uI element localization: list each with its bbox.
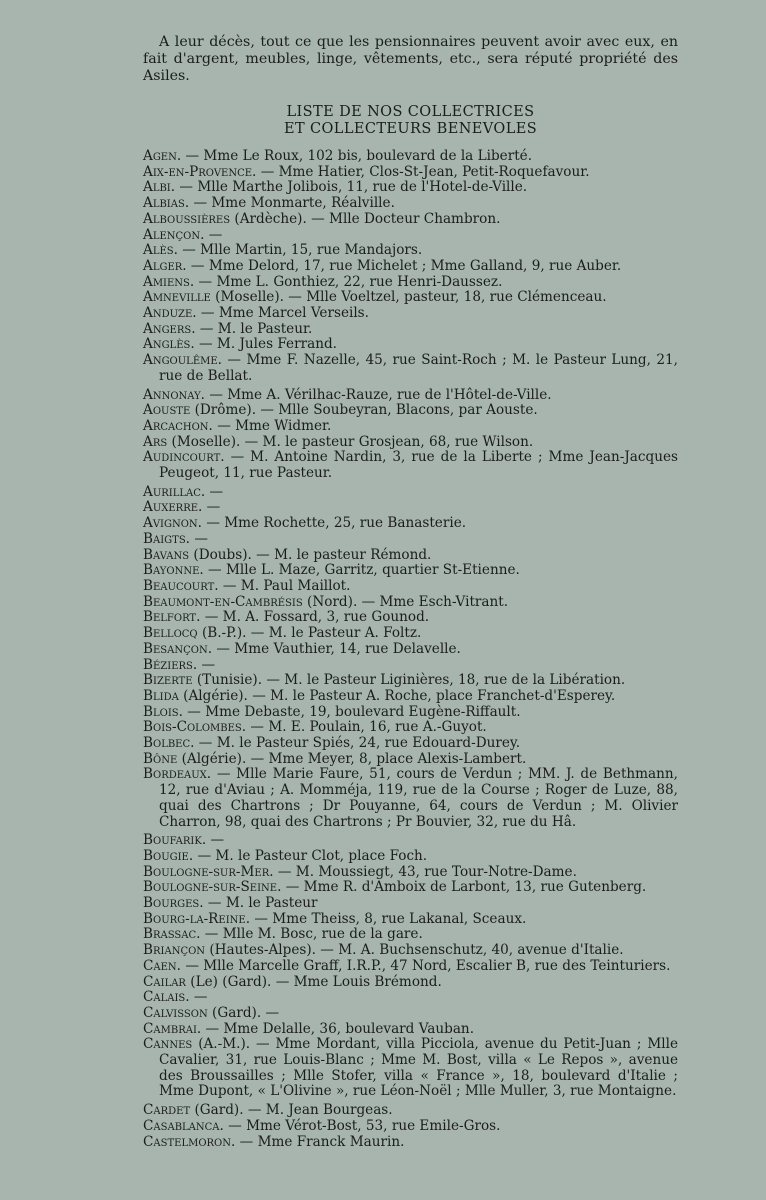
entry-city: Aix-en-Provence. bbox=[143, 163, 257, 180]
entry-text: (B.-P.). — M. le Pasteur A. Foltz. bbox=[197, 625, 422, 642]
list-entry bbox=[143, 322, 678, 338]
entry-text: — bbox=[205, 483, 224, 500]
heading-line-2: ET COLLECTEURS BENEVOLES bbox=[283, 121, 538, 137]
entry-text: (Ardèche). — Mlle Docteur Chambron. bbox=[230, 210, 501, 227]
list-entry bbox=[143, 149, 678, 165]
entry-text: — Mme Marcel Verseils. bbox=[196, 305, 369, 322]
entry-city: Blois. bbox=[143, 703, 183, 720]
entry-text: — Mme Debaste, 19, boulevard Eugène-Riffault. bbox=[182, 703, 521, 720]
entry-city: Aurillac. bbox=[143, 483, 206, 500]
list-entry bbox=[143, 243, 678, 259]
entry-text: — Mme Theiss, 8, rue Lakanal, Sceaux. bbox=[250, 910, 527, 927]
entry-text: — M. le Pasteur Spiés, 24, rue Edouard-Durey. bbox=[194, 735, 521, 752]
entry-text: — Mlle L. Maze, Garritz, quartier St-Etienne. bbox=[203, 562, 520, 579]
entry-text: — Mme Monmarte, Réalville. bbox=[189, 195, 395, 212]
entry-text: — bbox=[197, 656, 216, 673]
list-entry bbox=[143, 912, 678, 928]
entry-text: (Moselle). — Mlle Voeltzel, pasteur, 18, rue Clémenceau. bbox=[210, 289, 607, 306]
list-entry bbox=[143, 196, 678, 212]
entry-text: — Mlle Marcelle Graff, I.R.P., 47 Nord, Escalier B, rue des Teinturiers. bbox=[181, 957, 671, 974]
entry-text: — Mme Rochette, 25, rue Banasterie. bbox=[202, 515, 467, 532]
entry-text: — Mme F. Nazelle, 45, rue Saint-Roch ; M. le Pasteur Lung, 21, rue de Bellat. bbox=[159, 352, 678, 384]
entry-text: — Mme A. Vérilhac-Rauze, rue de l'Hôtel-de-Ville. bbox=[205, 386, 552, 403]
entry-text: — M. Paul Maillot. bbox=[218, 577, 351, 594]
list-entry bbox=[143, 275, 678, 291]
list-entry bbox=[143, 1006, 678, 1022]
list-entry bbox=[143, 943, 678, 959]
entry-city: Briançon bbox=[143, 942, 206, 959]
list-entry bbox=[143, 767, 678, 830]
list-entry bbox=[143, 975, 678, 991]
heading-line-1: LISTE DE NOS COLLECTRICES bbox=[286, 104, 535, 120]
entry-text: — bbox=[190, 530, 208, 547]
entry-text: — Mme Delord, 17, rue Michelet ; Mme Galland, 9, rue Auber. bbox=[186, 257, 622, 274]
entry-text: — Mlle Marie Faure, 51, cours de Verdun ; MM. J. de Bethmann, 12, rue d'Aviau ; A. Momméja, 119, rue de la Course ; Roger de Luze, 88, quai des Chartrons ; Dr Pouyanne, 64, cours de Verdun ; M. Olivier Charron, 98, quai des Chartrons ; Pr Bouvier, 32, rue du Hâ. bbox=[159, 766, 678, 830]
list-entry bbox=[143, 403, 678, 419]
collector-list bbox=[143, 149, 678, 1150]
list-entry bbox=[143, 673, 678, 689]
entry-text: — M. Antoine Nardin, 3, rue de la Liberte ; Mme Jean-Jacques Peugeot, 11, rue Pasteur. bbox=[159, 449, 678, 482]
intro-paragraph: A leur décès, tout ce que les pensionnaires peuvent avoir avec eux, en fait d'argent, meubles, linge, vêtements, etc., sera réputé propriété des Asiles. bbox=[143, 34, 678, 84]
list-entry bbox=[143, 752, 678, 768]
list-entry bbox=[143, 500, 678, 516]
list-entry bbox=[143, 306, 678, 322]
list-entry bbox=[143, 450, 678, 481]
entry-city: Ars bbox=[143, 433, 168, 450]
list-entry bbox=[143, 1037, 678, 1100]
list-entry bbox=[143, 563, 678, 579]
list-entry bbox=[143, 849, 678, 865]
list-entry bbox=[143, 736, 678, 752]
entry-text: (Gard). — bbox=[207, 1004, 280, 1021]
entry-text: — M. le Pasteur bbox=[203, 895, 318, 912]
list-entry bbox=[143, 990, 678, 1006]
entry-text: (Le) (Gard). — Mme Louis Brémond. bbox=[185, 973, 442, 990]
list-entry bbox=[143, 532, 678, 548]
entry-city: Casablanca. bbox=[143, 1117, 224, 1134]
entry-text: (A.-M.). — Mme Mordant, villa Picciola, avenue du Petit-Juan ; Mlle Cavalier, 31, rue Louis-Blanc ; Mme M. Bost, villa « Le Repos », avenue des Broussailles ; Mlle Stofer, villa « France », 18, boulevard d'Italie ; Mme Dupont, « L'Olivine », rue Léon-Noël ; Mlle Muller, 3, rue Montaigne. bbox=[159, 1036, 678, 1100]
entry-city: Bavans bbox=[143, 546, 190, 563]
entry-city: Bône bbox=[143, 750, 178, 767]
entry-text: — M. Moussiegt, 43, rue Tour-Notre-Dame. bbox=[273, 863, 577, 880]
list-entry bbox=[143, 658, 678, 674]
entry-city: Boulogne-sur-Mer. bbox=[143, 863, 274, 880]
list-entry bbox=[143, 180, 678, 196]
entry-text: — bbox=[189, 989, 208, 1006]
list-entry bbox=[143, 880, 678, 896]
entry-text: (Nord). — Mme Esch-Vitrant. bbox=[302, 593, 509, 610]
entry-city: Cailar bbox=[143, 973, 186, 990]
entry-city: Belfort. bbox=[143, 609, 201, 626]
list-entry bbox=[143, 595, 678, 611]
list-entry bbox=[143, 1022, 678, 1038]
list-entry bbox=[143, 165, 678, 181]
entry-city: Albi. bbox=[143, 179, 176, 196]
entry-city: Audincourt. bbox=[143, 449, 225, 466]
list-entry bbox=[143, 1119, 678, 1135]
entry-text: (Doubs). — M. le pasteur Rémond. bbox=[189, 546, 432, 563]
list-entry bbox=[143, 388, 678, 404]
entry-text: — Mme Vauthier, 14, rue Delavelle. bbox=[212, 640, 461, 657]
entry-city: Brassac. bbox=[143, 926, 201, 943]
entry-city: Boulogne-sur-Seine. bbox=[143, 879, 282, 896]
entry-text: (Moselle). — M. le pasteur Grosjean, 68, rue Wilson. bbox=[167, 433, 534, 450]
entry-city: Bizerte bbox=[143, 672, 193, 689]
entry-city: Annonay. bbox=[143, 386, 206, 403]
entry-text: — M. le Pasteur Clot, place Foch. bbox=[193, 847, 428, 864]
entry-text: (Gard). — M. Jean Bourgeas. bbox=[190, 1102, 393, 1119]
entry-text: — M. le Pasteur. bbox=[195, 320, 313, 337]
entry-city: Auxerre. bbox=[143, 499, 203, 516]
entry-city: Aouste bbox=[143, 402, 191, 419]
entry-city: Béziers. bbox=[143, 656, 198, 673]
entry-text: — Mme R. d'Amboix de Larbont, 13, rue Gutenberg. bbox=[281, 879, 647, 896]
entry-text: (Algérie). — M. le Pasteur A. Roche, place Franchet-d'Esperey. bbox=[178, 687, 616, 704]
entry-text: — M. E. Poulain, 16, rue A.-Guyot. bbox=[246, 719, 487, 736]
list-entry bbox=[143, 927, 678, 943]
entry-text: — Mme Hatier, Clos-St-Jean, Petit-Roquefavour. bbox=[256, 163, 590, 180]
list-entry bbox=[143, 579, 678, 595]
list-entry bbox=[143, 642, 678, 658]
entry-city: Beaumont-en-Cambrésis bbox=[143, 593, 303, 610]
entry-city: Bourges. bbox=[143, 895, 204, 912]
list-entry bbox=[143, 896, 678, 912]
entry-city: Arcachon. bbox=[143, 417, 213, 434]
list-entry bbox=[143, 720, 678, 736]
list-entry bbox=[143, 259, 678, 275]
entry-text: — bbox=[202, 499, 221, 516]
entry-text: — Mme Vérot-Bost, 53, rue Emile-Gros. bbox=[223, 1117, 501, 1134]
list-entry bbox=[143, 435, 678, 451]
list-entry bbox=[143, 419, 678, 435]
entry-city: Calais. bbox=[143, 989, 190, 1006]
list-entry bbox=[143, 705, 678, 721]
entry-text: — Mme Le Roux, 102 bis, boulevard de la Liberté. bbox=[181, 148, 533, 164]
entry-city: Angoulême. bbox=[143, 352, 222, 369]
entry-city: Bougie. bbox=[143, 847, 194, 864]
entry-text: — Mlle M. Bosc, rue de la gare. bbox=[200, 926, 423, 943]
entry-text: — Mme L. Gonthiez, 22, rue Henri-Daussez. bbox=[194, 273, 503, 290]
entry-city: Alboussières bbox=[143, 210, 231, 227]
entry-city: Angers. bbox=[143, 320, 196, 337]
entry-text: — M. A. Fossard, 3, rue Gounod. bbox=[200, 609, 430, 626]
list-entry bbox=[143, 548, 678, 564]
list-entry bbox=[143, 228, 678, 244]
entry-city: Blida bbox=[143, 687, 179, 704]
entry-city: Calvisson bbox=[143, 1004, 208, 1021]
entry-city: Alès. bbox=[143, 242, 178, 259]
entry-city: Bourg-la-Reine. bbox=[143, 910, 251, 927]
entry-text: (Drôme). — Mlle Soubeyran, Blacons, par Aouste. bbox=[190, 402, 538, 419]
entry-city: Beaucourt. bbox=[143, 577, 219, 594]
entry-city: Bordeaux. bbox=[143, 766, 212, 783]
entry-city: Cardet bbox=[143, 1102, 191, 1119]
entry-city: Amneville bbox=[143, 289, 211, 306]
entry-city: Alger. bbox=[143, 257, 187, 274]
list-entry bbox=[143, 353, 678, 384]
entry-text: (Tunisie). — M. le Pasteur Liginières, 18, rue de la Libération. bbox=[192, 672, 626, 689]
entry-text: — Mme Franck Maurin. bbox=[235, 1133, 405, 1150]
list-entry bbox=[143, 689, 678, 705]
entry-city: Baigts. bbox=[143, 530, 190, 547]
entry-city: Castelmoron. bbox=[143, 1133, 236, 1150]
entry-text: (Hautes-Alpes). — M. A. Buchsenschutz, 40, avenue d'Italie. bbox=[205, 942, 624, 959]
entry-city: Bolbec. bbox=[143, 735, 195, 752]
entry-city: Anduze. bbox=[143, 305, 197, 322]
entry-city: Anglès. bbox=[143, 336, 195, 353]
list-entry bbox=[143, 516, 678, 532]
entry-city: Bois-Colombes. bbox=[143, 719, 247, 736]
entry-text: — Mlle Martin, 15, rue Mandajors. bbox=[177, 242, 423, 259]
entry-city: Bellocq bbox=[143, 625, 198, 642]
entry-city: Cannes bbox=[143, 1036, 193, 1053]
list-entry bbox=[143, 1135, 678, 1151]
entry-text: — bbox=[206, 832, 225, 849]
entry-text: (Algérie). — Mme Meyer, 8, place Alexis-Lambert. bbox=[177, 750, 527, 767]
entry-city: Amiens. bbox=[143, 273, 195, 290]
list-entry bbox=[143, 212, 678, 228]
entry-city: Agen. bbox=[143, 148, 182, 164]
entry-text: — Mme Widmer. bbox=[212, 417, 332, 434]
entry-city: Albias. bbox=[143, 195, 190, 212]
entry-city: Besançon. bbox=[143, 640, 213, 657]
list-entry bbox=[143, 290, 678, 306]
entry-city: Bayonne. bbox=[143, 562, 204, 579]
list-entry bbox=[143, 485, 678, 501]
list-heading bbox=[143, 104, 678, 138]
list-entry bbox=[143, 626, 678, 642]
entry-text: — Mme Delalle, 36, boulevard Vauban. bbox=[201, 1020, 475, 1037]
list-entry bbox=[143, 959, 678, 975]
list-entry bbox=[143, 610, 678, 626]
entry-text: — M. Jules Ferrand. bbox=[194, 336, 337, 353]
list-entry bbox=[143, 1103, 678, 1119]
entry-text: — Mlle Marthe Jolibois, 11, rue de l'Hotel-de-Ville. bbox=[175, 179, 528, 196]
list-entry bbox=[143, 833, 678, 849]
entry-city: Cambrai. bbox=[143, 1020, 202, 1037]
list-entry bbox=[143, 865, 678, 881]
entry-text: — bbox=[204, 226, 223, 243]
list-entry bbox=[143, 337, 678, 353]
entry-city: Avignon. bbox=[143, 515, 202, 532]
entry-city: Alençon. bbox=[143, 226, 205, 243]
entry-city: Boufarik. bbox=[143, 832, 207, 849]
entry-city: Caen. bbox=[143, 957, 181, 974]
